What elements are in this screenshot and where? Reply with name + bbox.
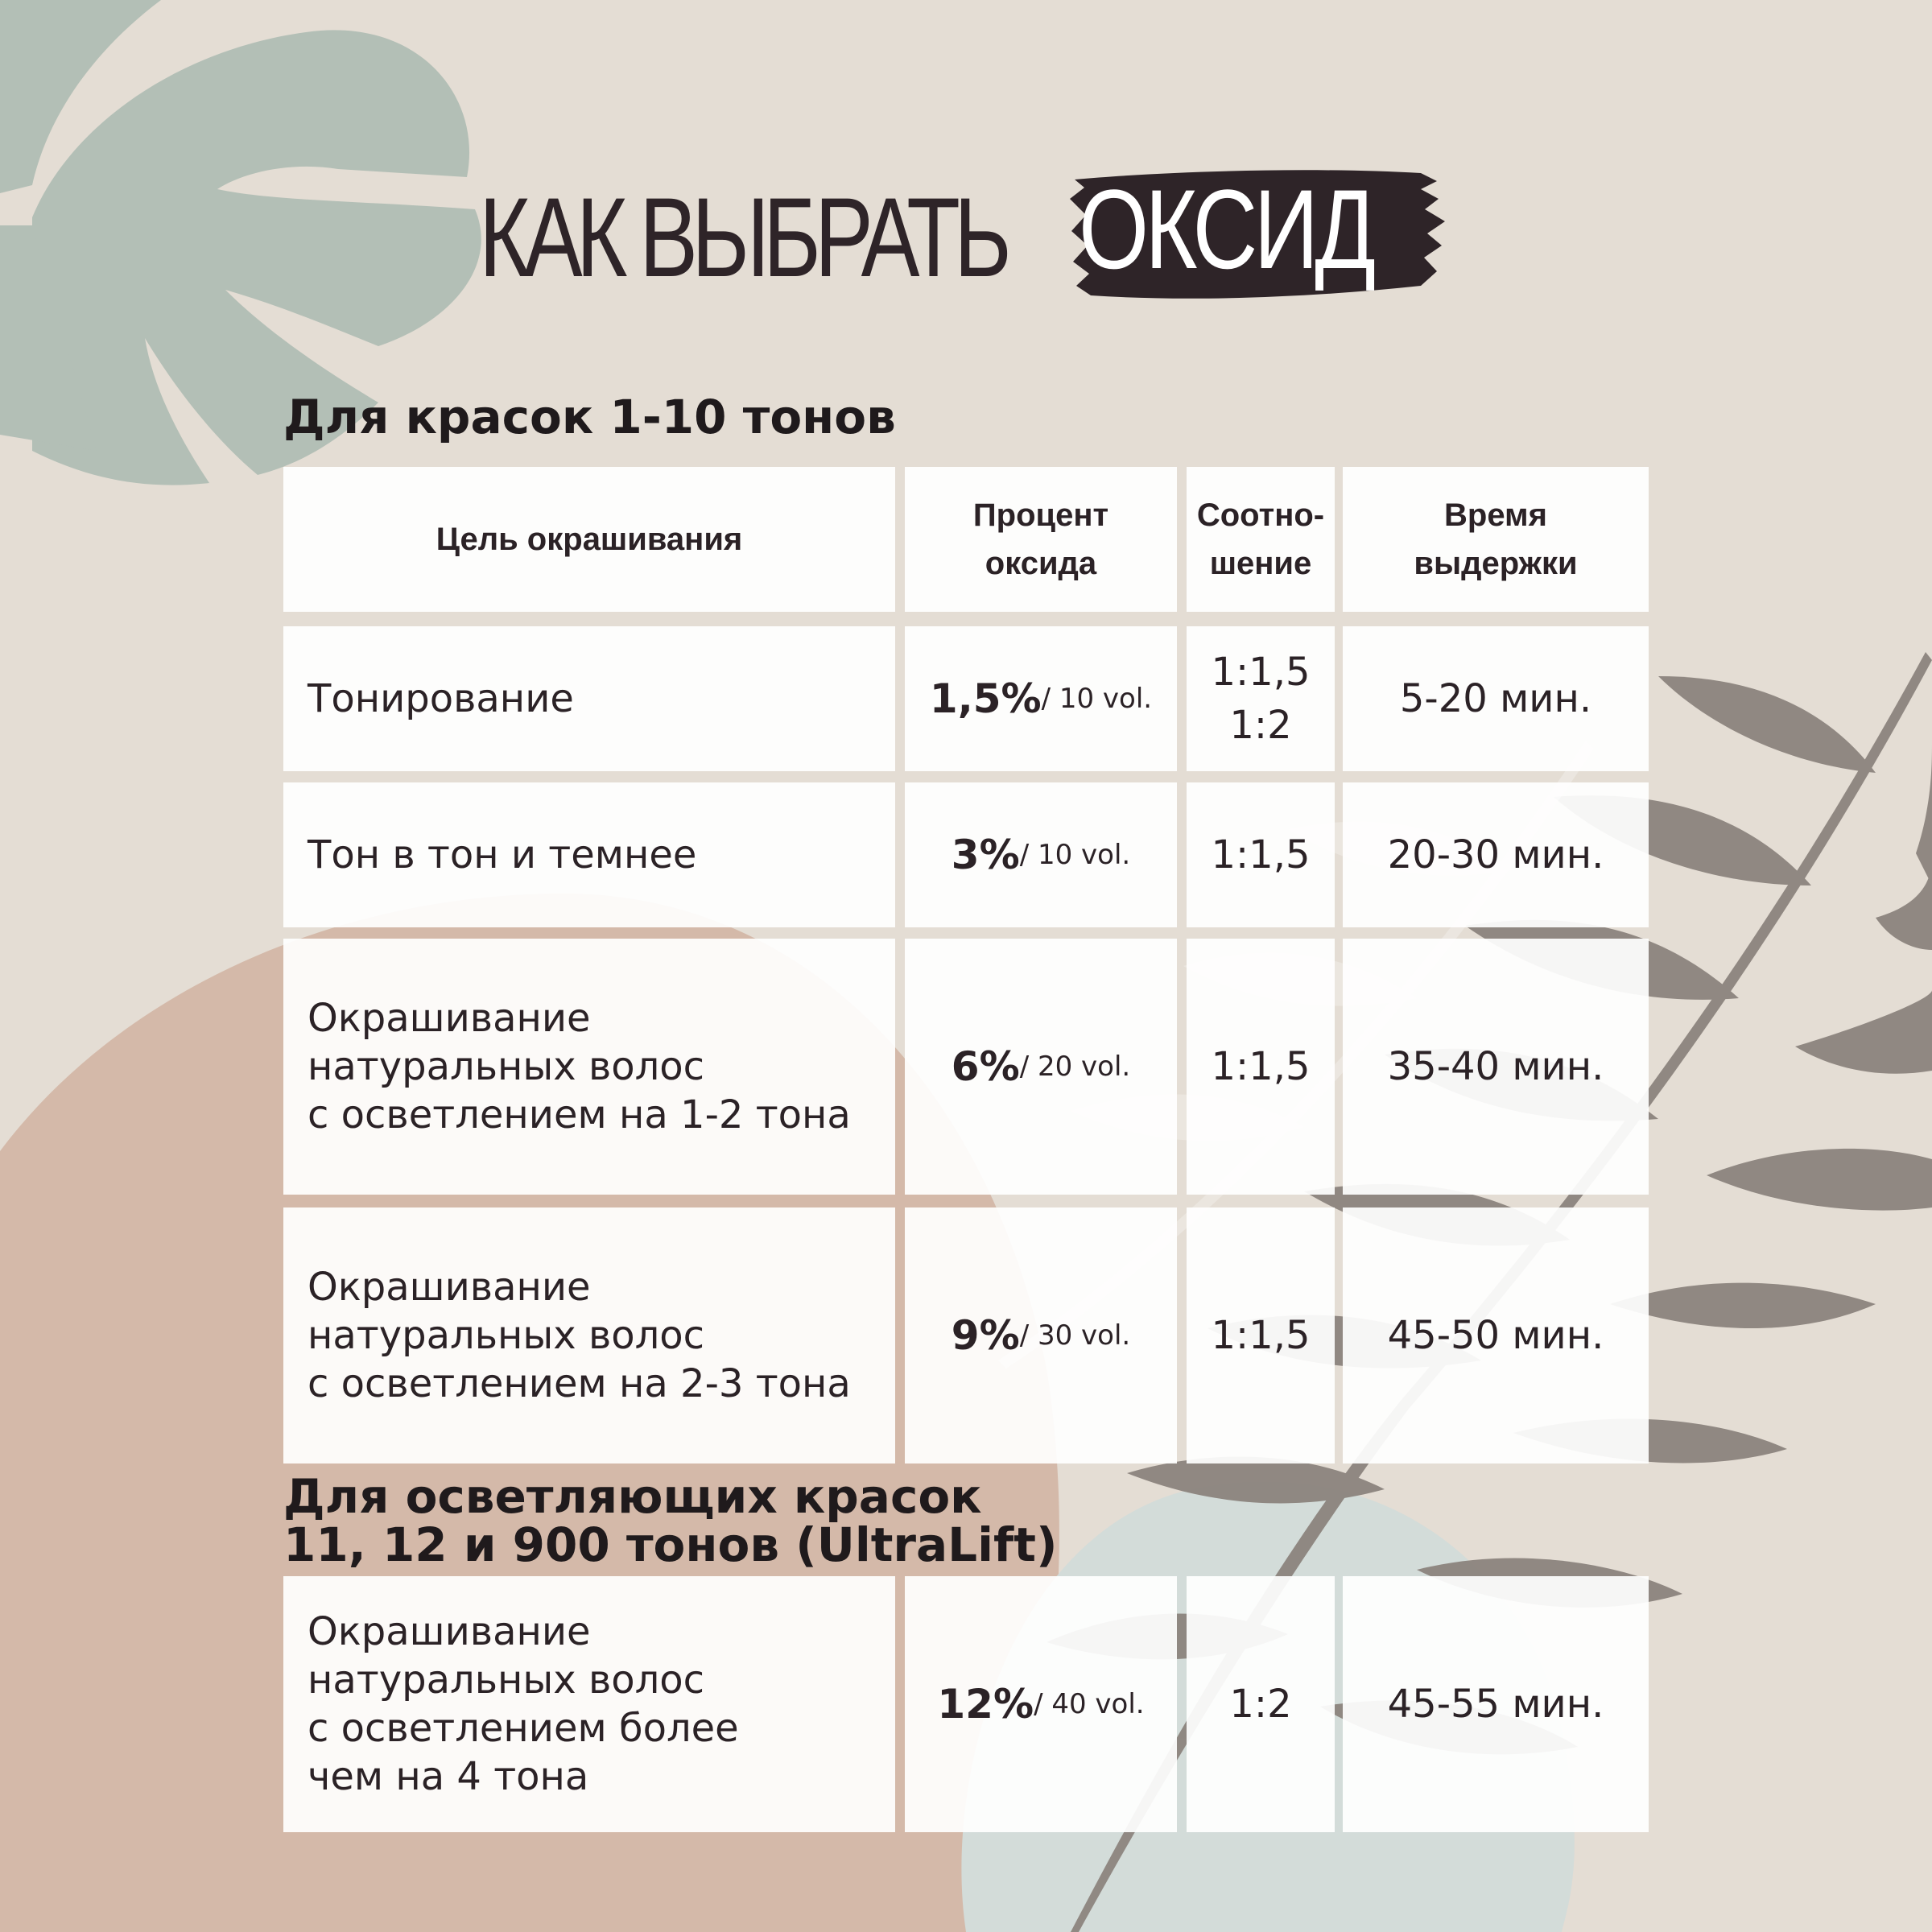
vol-value: / 40 vol. [1034,1688,1145,1720]
percent-value: 12% [937,1681,1034,1728]
section-title-1: Для красок 1-10 тонов [283,390,896,444]
percent-value: 1,5% [929,675,1042,722]
percent-value: 9% [951,1312,1020,1359]
title-accent: ОКСИД [1079,166,1373,292]
row-time: 5-20 мин. [1343,626,1649,771]
row-percent [905,626,1177,771]
row-percent [905,939,1177,1195]
row-percent [905,1208,1177,1463]
percent-value: 3% [951,832,1020,878]
row-goal: Тонирование [283,626,895,771]
row-percent [905,782,1177,927]
title-main: КАК ВЫБРАТЬ [479,174,1005,300]
row-goal: Окрашивание натуральных волос с осветлением более чем на 4 тона [283,1576,895,1832]
row-ratio: 1:1,5 1:2 [1187,626,1335,771]
row-ratio: 1:1,5 [1187,1208,1335,1463]
section-title-2: Для осветляющих красок 11, 12 и 900 тонов (UltraLift) [283,1469,1058,1572]
vol-value: / 10 vol. [1041,683,1153,715]
row-percent [905,1576,1177,1832]
header-goal: Цель окрашивания [283,467,895,612]
row-time: 45-50 мин. [1343,1208,1649,1463]
header-time: Время выдержки [1343,467,1649,612]
row-time: 20-30 мин. [1343,782,1649,927]
percent-value: 6% [951,1043,1020,1090]
vol-value: / 20 vol. [1019,1051,1131,1083]
row-ratio: 1:2 [1187,1576,1335,1832]
vol-value: / 10 vol. [1019,839,1131,871]
row-goal: Тон в тон и темнее [283,782,895,927]
vol-value: / 30 vol. [1019,1319,1131,1352]
row-ratio: 1:1,5 [1187,782,1335,927]
row-time: 35-40 мин. [1343,939,1649,1195]
row-ratio: 1:1,5 [1187,939,1335,1195]
row-goal: Окрашивание натуральных волос с осветлением на 1-2 тона [283,939,895,1195]
page-title [479,166,1373,302]
row-time: 45-55 мин. [1343,1576,1649,1832]
header-percent: Процент оксида [905,467,1177,612]
row-goal: Окрашивание натуральных волос с осветлением на 2-3 тона [283,1208,895,1463]
header-ratio: Соотно- шение [1187,467,1335,612]
